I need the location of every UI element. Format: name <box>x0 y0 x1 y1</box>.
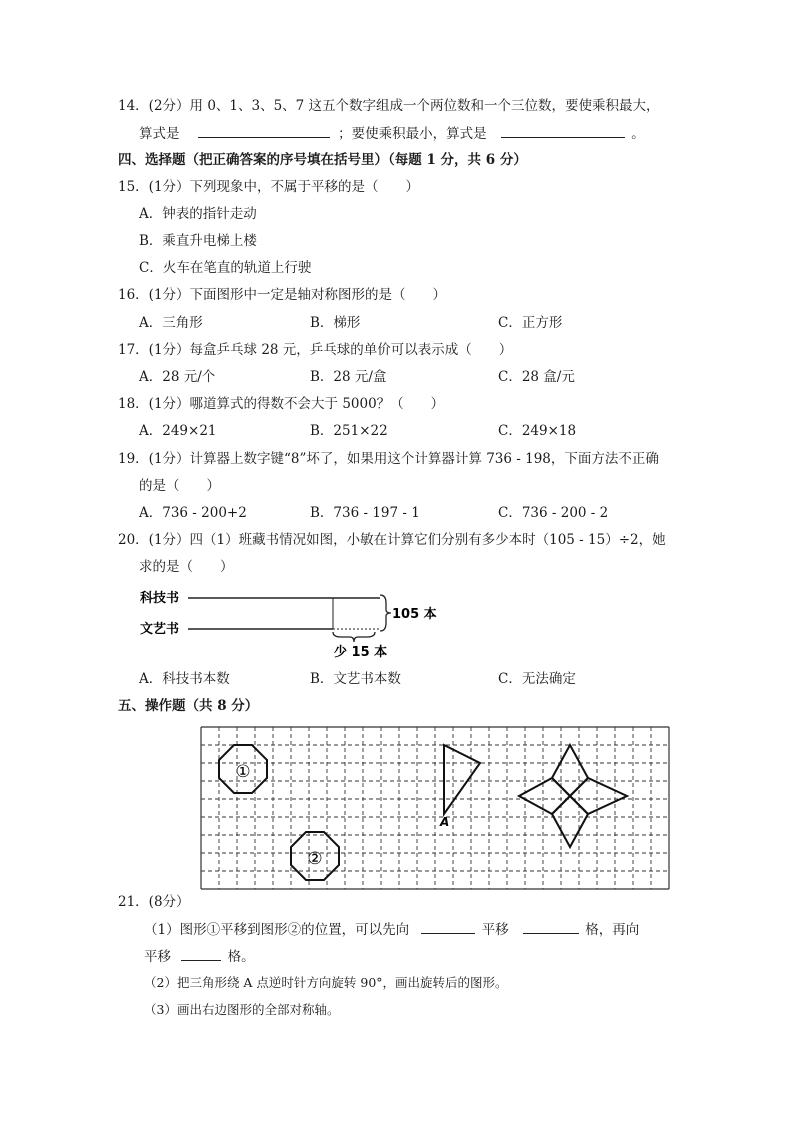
q14-line1: 14．(2分）用 0、1、3、5、7 这五个数字组成一个两位数和一个三位数，要使乘积最大， <box>118 98 660 114</box>
q21-part1-cont <box>144 947 255 966</box>
q21-part1-text-d: 平移 <box>144 949 171 965</box>
q17-option-a[interactable]: A．28 元/个 <box>139 369 216 385</box>
q20-option-b[interactable]: B．文艺书本数 <box>310 671 401 687</box>
q16-option-c[interactable]: C．正方形 <box>498 315 563 331</box>
q21-number: 21．(8分） <box>118 894 190 910</box>
q18-option-b[interactable]: B．251×22 <box>310 423 388 439</box>
q18-option-c[interactable]: C．249×18 <box>498 423 577 439</box>
q14-text-b: ；要使乘积最小，算式是 <box>338 126 487 142</box>
q14-text-a: 算式是 <box>139 126 180 142</box>
section-5-title: 五、操作题（共 8 分） <box>118 698 259 714</box>
q21-part2: （2）把三角形绕 A 点逆时针方向旋转 90°，画出旋转后的图形。 <box>144 975 508 990</box>
q20-diff-brace <box>333 632 375 642</box>
q20-line1: 20．(1分）四（1）班藏书情况如图，小敏在计算它们分别有多少本时（105 - 15）÷2，她 <box>118 532 666 548</box>
q21-octagon-2-label: ② <box>307 849 323 869</box>
q20-option-a[interactable]: A．科技书本数 <box>139 671 230 687</box>
q21-petal-bottom <box>552 796 588 847</box>
q20-option-c[interactable]: C．无法确定 <box>498 671 576 687</box>
q20-line2: 求的是（ ） <box>139 559 234 575</box>
q21-part1 <box>144 920 639 939</box>
q14-answer-blank-min[interactable] <box>501 124 625 138</box>
q14-text-c: 。 <box>631 126 645 142</box>
q21-petal-top <box>552 745 588 796</box>
q18-stem: 18．(1分）哪道算式的得数不会大于 5000？（ ） <box>118 396 445 412</box>
q21-part1-text-c: 格，再向 <box>585 922 640 938</box>
q19-line2: 的是（ ） <box>139 478 220 494</box>
q21-octagon-1-label: ① <box>235 762 251 782</box>
q20-total-brace <box>380 595 391 631</box>
q21-triangle <box>444 745 480 814</box>
q19-option-c[interactable]: C．736 - 200 - 2 <box>498 505 609 521</box>
section-4-title: 四、选择题（把正确答案的序号填在括号里）（每题 1 分，共 6 分） <box>118 152 527 168</box>
q21-part1-text-b: 平移 <box>481 922 509 938</box>
q21-petal-left <box>519 778 570 814</box>
q20-total-label: 105 本 <box>392 607 437 622</box>
q21-blank-direction1[interactable] <box>421 920 475 934</box>
q21-blank-count1[interactable] <box>523 920 579 934</box>
q17-option-b[interactable]: B．28 元/盒 <box>310 369 387 385</box>
q21-part1-text-a: （1）图形①平移到图形②的位置，可以先向 <box>144 922 410 938</box>
q14-answer-blank-max[interactable] <box>198 124 330 138</box>
q19-option-a[interactable]: A．736 - 200+2 <box>139 505 247 521</box>
q21-grid-figure <box>198 724 672 904</box>
q15-stem: 15．(1分）下列现象中，不属于平移的是（ ） <box>118 179 420 195</box>
q17-stem: 17．(1分）每盒乒乓球 28 元，乒乓球的单价可以表示成（ ） <box>118 342 513 358</box>
q21-point-a-label: A <box>440 815 450 829</box>
q21-blank-count2[interactable] <box>181 947 221 961</box>
q15-option-b[interactable]: B．乘直升电梯上楼 <box>139 233 257 249</box>
q20-segment-diagram <box>130 583 450 663</box>
q20-label-literature: 文艺书 <box>140 622 180 637</box>
q20-diff-label: 少 15 本 <box>334 645 388 660</box>
q16-option-a[interactable]: A．三角形 <box>139 315 203 331</box>
q20-label-science: 科技书 <box>140 591 180 606</box>
q21-flower-figure <box>519 745 627 847</box>
q17-option-c[interactable]: C．28 盒/元 <box>498 369 575 385</box>
q16-option-b[interactable]: B．梯形 <box>310 315 361 331</box>
q19-option-b[interactable]: B．736 - 197 - 1 <box>310 505 420 521</box>
q18-option-a[interactable]: A．249×21 <box>139 423 217 439</box>
q21-part1-text-e: 格。 <box>227 949 255 965</box>
q15-option-c[interactable]: C．火车在笔直的轨道上行驶 <box>139 260 312 276</box>
q16-stem: 16．(1分）下面图形中一定是轴对称图形的是（ ） <box>118 287 447 303</box>
q14-line2 <box>139 124 645 143</box>
q15-option-a[interactable]: A．钟表的指针走动 <box>139 206 257 222</box>
q19-line1: 19．(1分）计算器上数字键“8”坏了，如果用这个计算器计算 736 - 198，下面方法不正确 <box>118 451 659 467</box>
q21-part3: （3）画出右边图形的全部对称轴。 <box>144 1002 340 1017</box>
